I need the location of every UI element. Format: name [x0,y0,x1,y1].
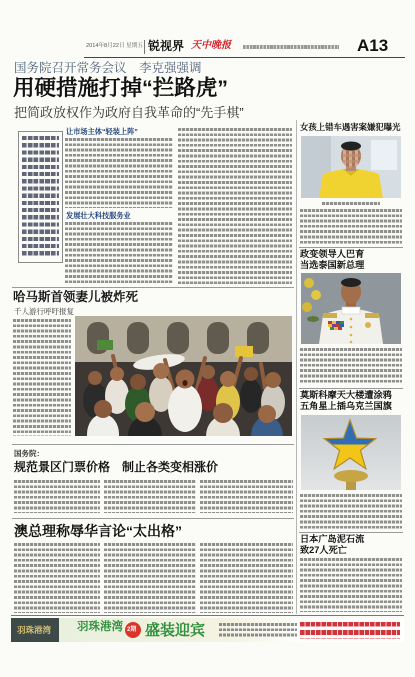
australia-body-column-3 [200,543,293,613]
lead-body-column-2 [178,128,292,284]
sidebar-rule [299,532,403,533]
sidebar-headline-hiroshima-line-1: 日本广岛泥石流 [300,534,365,544]
crowd-people [83,363,285,436]
australia-headline: 澳总理称辱华言论“太出格” [14,523,182,539]
ad-phase-text: 2期 [127,627,137,633]
chest-badge [365,322,371,328]
sidebar-headline-moscow-line-2: 五角星上插乌克兰国旗 [300,401,392,411]
section-rule [12,518,294,519]
editor-credits [243,45,339,49]
suspect-photo-caption [322,202,380,205]
lead-subhead-2: 发展壮大科技服务业 [66,211,131,220]
crowd-photo [75,316,292,436]
australia-body-column-2 [104,543,196,613]
ad-slogan: 盛装迎宾 [145,622,206,639]
lead-kicker: 国务院召开常务会议 李克强强调 [14,61,202,75]
hair [341,142,361,151]
ad-banner [11,618,404,642]
moscow-body-text [300,494,402,529]
lead-summary-text [22,136,59,258]
ad-fine-print [219,623,297,637]
lead-summary-box [18,131,63,263]
section-name: 锐视界 [148,39,185,53]
scenic-body-column-1 [14,480,100,513]
sidebar-headline-hiroshima-line-2: 致27人死亡 [300,545,347,555]
suspect-photo [301,136,401,198]
epaulette-right [365,313,379,318]
scenic-body-column-3 [200,480,293,513]
issue-date: 2014年8月22日 星期五 [86,43,143,49]
ad-top-rule [11,615,404,616]
ad-logo-text: 羽珠港湾 [17,625,52,635]
hamas-headline: 哈马斯首领妻儿被炸死 [13,290,139,304]
lead-deck: 把简政放权作为政府自我革命的“先手棋” [14,105,244,120]
newspaper-logo: 天中晚报 [191,40,231,51]
lead-headline: 用硬措施打掉“拦路虎” [13,76,229,100]
sidebar-headline-thai-line-2: 当选泰国新总理 [300,260,365,270]
scenic-kicker: 国务院： [14,449,44,458]
epaulette-left [323,313,337,318]
lead-subhead-1: 让市场主体“轻装上阵” [66,127,138,136]
sidebar-divider [296,120,297,614]
window [371,140,397,170]
header-divider [144,40,145,54]
sidebar-rule [299,388,403,389]
sidebar-headline-girl-case: 女孩上错车遇害案嫌犯曝光 [300,122,401,132]
hair [341,278,361,287]
sidebar-headline-thai-line-1: 政变领导人巴育 [300,249,365,259]
building-facade [75,316,292,362]
girl-case-body-text [300,209,402,244]
painted-star-photo [301,415,401,490]
hamas-subhead: 千人游行呼吁报复 [14,307,74,316]
ad-brand-name: 羽珠港湾 [77,621,123,633]
hiroshima-body-text [300,558,402,612]
header-rule [84,57,405,58]
ad-logo-block [11,618,59,642]
section-rule [12,444,294,445]
lead-body-column-1b [65,222,173,284]
lead-body-column-1a [65,138,173,208]
thai-body-text [300,348,402,384]
page-number: A13 [357,36,389,55]
australia-body-column-1 [14,543,100,613]
scenic-headline: 规范景区门票价格 制止各类变相涨价 [14,460,219,474]
collar [342,307,360,314]
ad-contact-info [300,622,400,639]
sidebar-headline-moscow-line-1: 莫斯科摩天大楼遭涂鸦 [300,390,392,400]
medal-ribbons [328,321,344,330]
scenic-body-column-2 [104,480,196,513]
ad-phase-badge [125,622,141,638]
golden-wreath [334,470,368,482]
sidebar-rule [299,247,403,248]
thai-general-photo [301,273,401,344]
section-rule [12,287,294,288]
hamas-body-text [13,319,71,436]
